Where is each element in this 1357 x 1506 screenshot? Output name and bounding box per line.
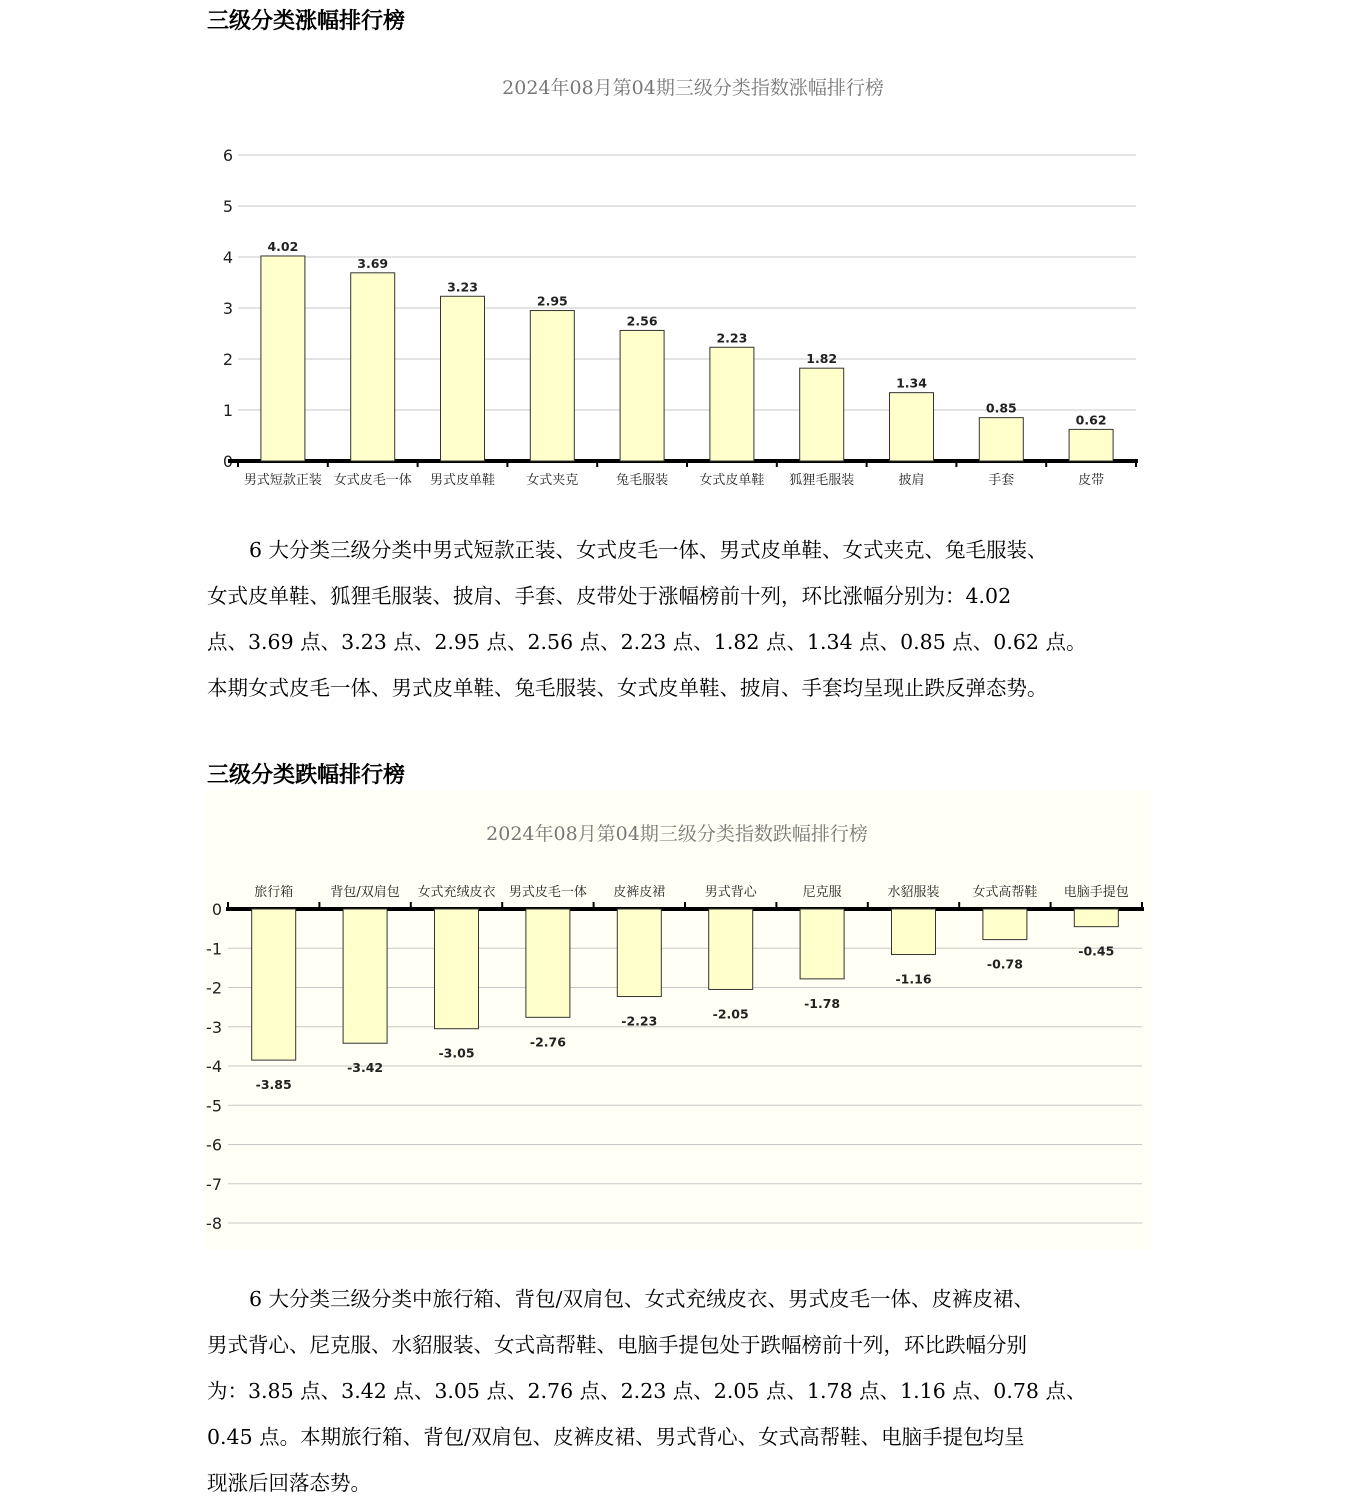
x-tick-label: 手套 [988,473,1015,488]
paragraph-line: 0.45 点。本期旅行箱、背包/双肩包、皮裤皮裙、男式背心、女式高帮鞋、电脑手提包均呈 [207,1425,1025,1449]
bar [526,909,570,1017]
x-tick-label: 兔毛服装 [616,473,669,488]
paragraph-line: 女式皮单鞋、狐狸毛服装、披肩、手套、皮带处于涨幅榜前十列，环比涨幅分别为：4.02 [207,584,1012,608]
x-tick-label: 男式皮毛一体 [508,885,587,900]
bar [983,909,1027,940]
bar [530,311,574,461]
bar [710,347,754,461]
y-tick-label: 0 [211,900,222,919]
y-tick-label: -5 [206,1096,222,1116]
x-tick-label: 女式皮单鞋 [699,473,765,488]
x-tick-label: 男式短款正装 [243,473,322,488]
x-tick-label: 女式皮毛一体 [333,473,412,488]
y-tick-label: -3 [206,1017,222,1037]
bar [1074,909,1118,927]
bar-value-label: -1.78 [804,995,841,1011]
x-tick-label: 旅行箱 [254,885,294,900]
bar [890,393,934,461]
x-tick-label: 电脑手提包 [1063,885,1129,900]
y-tick-label: -6 [206,1135,222,1155]
bar-value-label: 0.62 [1075,412,1107,428]
paragraph-line: 本期女式皮毛一体、男式皮单鞋、兔毛服装、女式皮单鞋、披肩、手套均呈现止跌反弹态势。 [207,676,1048,700]
bar-value-label: -3.85 [255,1077,292,1093]
y-tick-label: -4 [206,1057,222,1076]
bar [620,330,664,461]
x-tick-label: 水貂服装 [887,885,940,900]
y-tick-label: -2 [206,978,222,998]
bar [1069,429,1113,461]
y-tick-label: 5 [222,197,233,216]
bar-value-label: 0.85 [985,400,1017,416]
x-tick-label: 男式背心 [704,885,757,900]
bar [892,909,936,955]
bar-value-label: 2.56 [626,313,658,329]
bar-value-label: -2.23 [621,1013,658,1029]
bar [709,909,753,989]
bar [252,909,296,1060]
bar [351,273,395,461]
bar-value-label: -2.76 [529,1034,566,1050]
bar [617,909,661,997]
paragraph-line: 点、3.69 点、3.23 点、2.95 点、2.56 点、2.23 点、1.82 点、1.34 点、0.85 点、0.62 点。 [207,630,1087,654]
paragraph-line: 现涨后回落态势。 [207,1471,371,1495]
y-tick-label: 3 [222,299,233,318]
bar-value-label: -2.05 [712,1006,749,1022]
y-tick-label: 4 [222,248,233,267]
bar-value-label: -3.42 [347,1060,384,1076]
x-tick-label: 男式皮单鞋 [429,473,496,488]
bar-value-label: -0.78 [986,956,1023,972]
section-heading-losers: 三级分类跌幅排行榜 [207,763,406,788]
paragraph-line: 6 大分类三级分类中旅行箱、背包/双肩包、女式充绒皮衣、男式皮毛一体、皮裤皮裙、 [249,1287,1034,1311]
x-tick-label: 背包/双肩包 [330,885,400,900]
chart-title: 2024年08月第04期三级分类指数涨幅排行榜 [502,77,884,99]
gainers-paragraph [207,527,1153,711]
gainers-chart [0,40,1357,550]
x-tick-label: 尼克服 [802,885,842,900]
x-tick-label: 女式充绒皮衣 [417,885,496,900]
bar-value-label: 2.23 [716,330,748,346]
losers-chart [0,790,1357,1255]
bar-value-label: 3.69 [357,255,389,271]
section-heading-gainers: 三级分类涨幅排行榜 [207,9,406,34]
x-tick-label: 披肩 [898,473,925,488]
bar [435,909,479,1029]
x-tick-label: 女式高帮鞋 [972,885,1038,900]
bar-value-label: -1.16 [895,971,932,987]
paragraph-line: 6 大分类三级分类中男式短款正装、女式皮毛一体、男式皮单鞋、女式夹克、兔毛服装、 [249,538,1048,562]
bar [261,256,305,461]
bar-value-label: 4.02 [267,238,299,254]
x-tick-label: 皮带 [1078,473,1105,488]
y-tick-label: 6 [222,146,233,165]
bar-value-label: -3.05 [438,1045,475,1061]
bar-value-label: 2.95 [536,293,568,309]
bar [441,296,485,461]
bar [343,909,387,1043]
losers-paragraph [207,1276,1153,1506]
bar [800,909,844,979]
x-tick-label: 皮裤皮裙 [613,885,666,900]
bar [800,368,844,461]
y-tick-label: 1 [222,401,233,420]
y-tick-label: -1 [206,939,222,959]
bar-value-label: 1.34 [896,375,927,391]
y-tick-label: 2 [222,350,233,369]
bar [979,418,1023,461]
paragraph-line: 男式背心、尼克服、水貂服装、女式高帮鞋、电脑手提包处于跌幅榜前十列，环比跌幅分别 [207,1333,1027,1357]
bar-value-label: -0.45 [1078,943,1115,959]
y-tick-label: -8 [206,1214,222,1233]
y-tick-label: 0 [222,452,233,471]
x-tick-label: 女式夹克 [526,473,579,488]
paragraph-line: 为：3.85 点、3.42 点、3.05 点、2.76 点、2.23 点、2.05 点、1.78 点、1.16 点、0.78 点、 [207,1379,1087,1403]
y-tick-label: -7 [206,1174,222,1194]
x-tick-label: 狐狸毛服装 [789,473,855,488]
bar-value-label: 3.23 [447,279,478,295]
bar-value-label: 1.82 [806,351,838,367]
chart-title: 2024年08月第04期三级分类指数跌幅排行榜 [486,823,868,845]
